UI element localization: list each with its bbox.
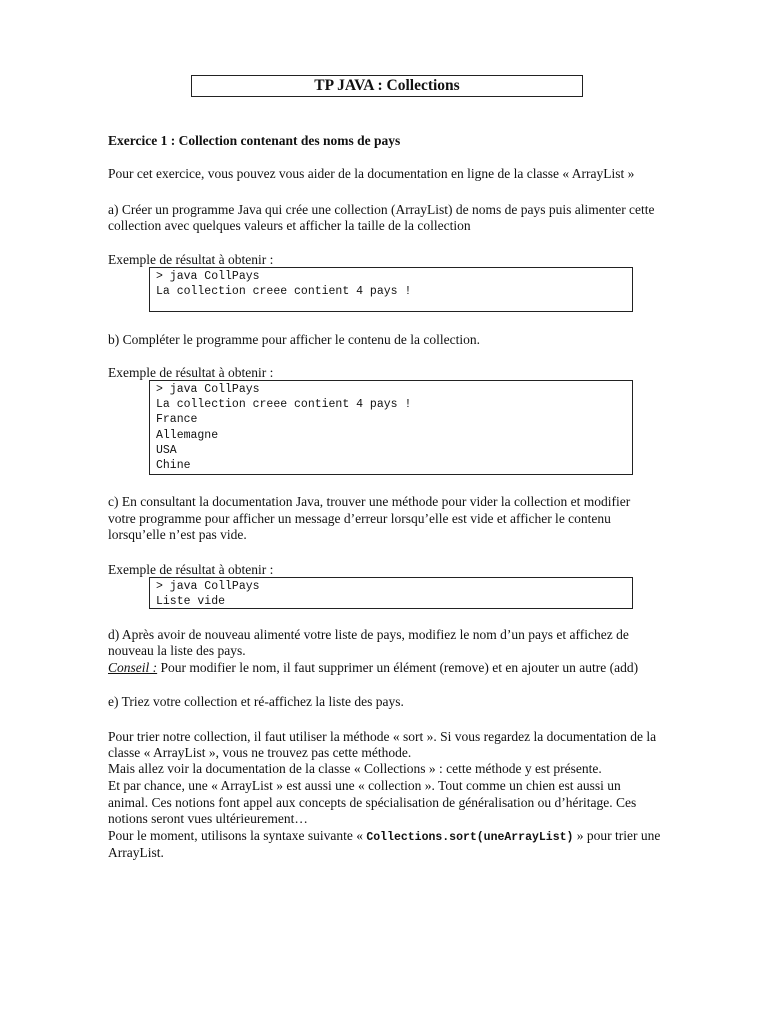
output-line: France [156, 413, 198, 427]
output-line: > java CollPays [156, 270, 260, 283]
part-a-line-2: collection avec quelques valeurs et afficher la taille de la collection [108, 218, 471, 233]
part-c-line-1: c) En consultant la documentation Java, trouver une méthode pour vider la collection et modifier [108, 494, 631, 509]
output-line: > java CollPays [156, 383, 260, 396]
part-a-example-label: Exemple de résultat à obtenir : [108, 252, 274, 267]
output-line: La collection creee contient 4 pays ! [156, 398, 412, 412]
output-line: Liste vide [156, 595, 226, 609]
sort-note-line-6: notions seront vues ultérieurement… [108, 811, 308, 826]
conseil-label: Conseil : [108, 660, 158, 675]
part-b-output-box [149, 380, 633, 475]
sort-note-line-8: ArrayList. [108, 845, 164, 860]
part-c-example-label: Exemple de résultat à obtenir : [108, 562, 274, 577]
part-a-output-box [149, 267, 633, 312]
conseil-text: Pour modifier le nom, il faut supprimer un élément (remove) et en ajouter un autre (add) [157, 660, 639, 675]
part-e-line-1: e) Triez votre collection et ré-affichez la liste des pays. [108, 694, 404, 709]
intro-text: Pour cet exercice, vous pouvez vous aider de la documentation en ligne de la classe « ArrayList » [108, 166, 635, 181]
sort-note-line-1: Pour trier notre collection, il faut utiliser la méthode « sort ». Si vous regardez la documentation de la [108, 729, 657, 744]
part-a-line-1: a) Créer un programme Java qui crée une collection (ArrayList) de noms de pays puis alimenter cette [108, 202, 655, 217]
output-line: > java CollPays [156, 580, 260, 593]
sort-note-line-2: classe « ArrayList », vous ne trouvez pas cette méthode. [108, 745, 412, 760]
part-b-example-label: Exemple de résultat à obtenir : [108, 365, 274, 380]
output-line: Chine [156, 459, 191, 473]
exercise-heading: Exercice 1 : Collection contenant des noms de pays [108, 133, 401, 148]
sort-note-line-7 [108, 828, 678, 846]
sort-note-line-4: Et par chance, une « ArrayList » est aussi une « collection ». Tout comme un chien est aussi un [108, 778, 621, 793]
part-d-line-1: d) Après avoir de nouveau alimenté votre liste de pays, modifiez le nom d’un pays et affichez de [108, 627, 629, 642]
part-c-output-box [149, 577, 633, 609]
output-line: Allemagne [156, 428, 219, 442]
line-7-before: Pour le moment, utilisons la syntaxe suivante « [108, 828, 367, 843]
part-d-conseil [108, 660, 678, 676]
part-d-line-2: nouveau la liste des pays. [108, 643, 246, 658]
page-title: TP JAVA : Collections [191, 75, 583, 97]
sort-code-snippet: Collections.sort(uneArrayList) [366, 831, 574, 844]
output-line: USA [156, 443, 177, 457]
sort-note-line-3: Mais allez voir la documentation de la classe « Collections » : cette méthode y est présente. [108, 761, 602, 776]
sort-note-line-5: animal. Ces notions font appel aux concepts de spécialisation de généralisation ou d’héritage. Ces [108, 795, 637, 810]
output-line: La collection creee contient 4 pays ! [156, 285, 412, 299]
part-c-line-2: votre programme pour afficher un message d’erreur lorsqu’elle est vide et afficher le contenu [108, 511, 611, 526]
part-b-line-1: b) Compléter le programme pour afficher le contenu de la collection. [108, 332, 480, 347]
line-7-after: » pour trier une [573, 828, 661, 843]
part-c-line-3: lorsqu’elle n’est pas vide. [108, 527, 247, 542]
